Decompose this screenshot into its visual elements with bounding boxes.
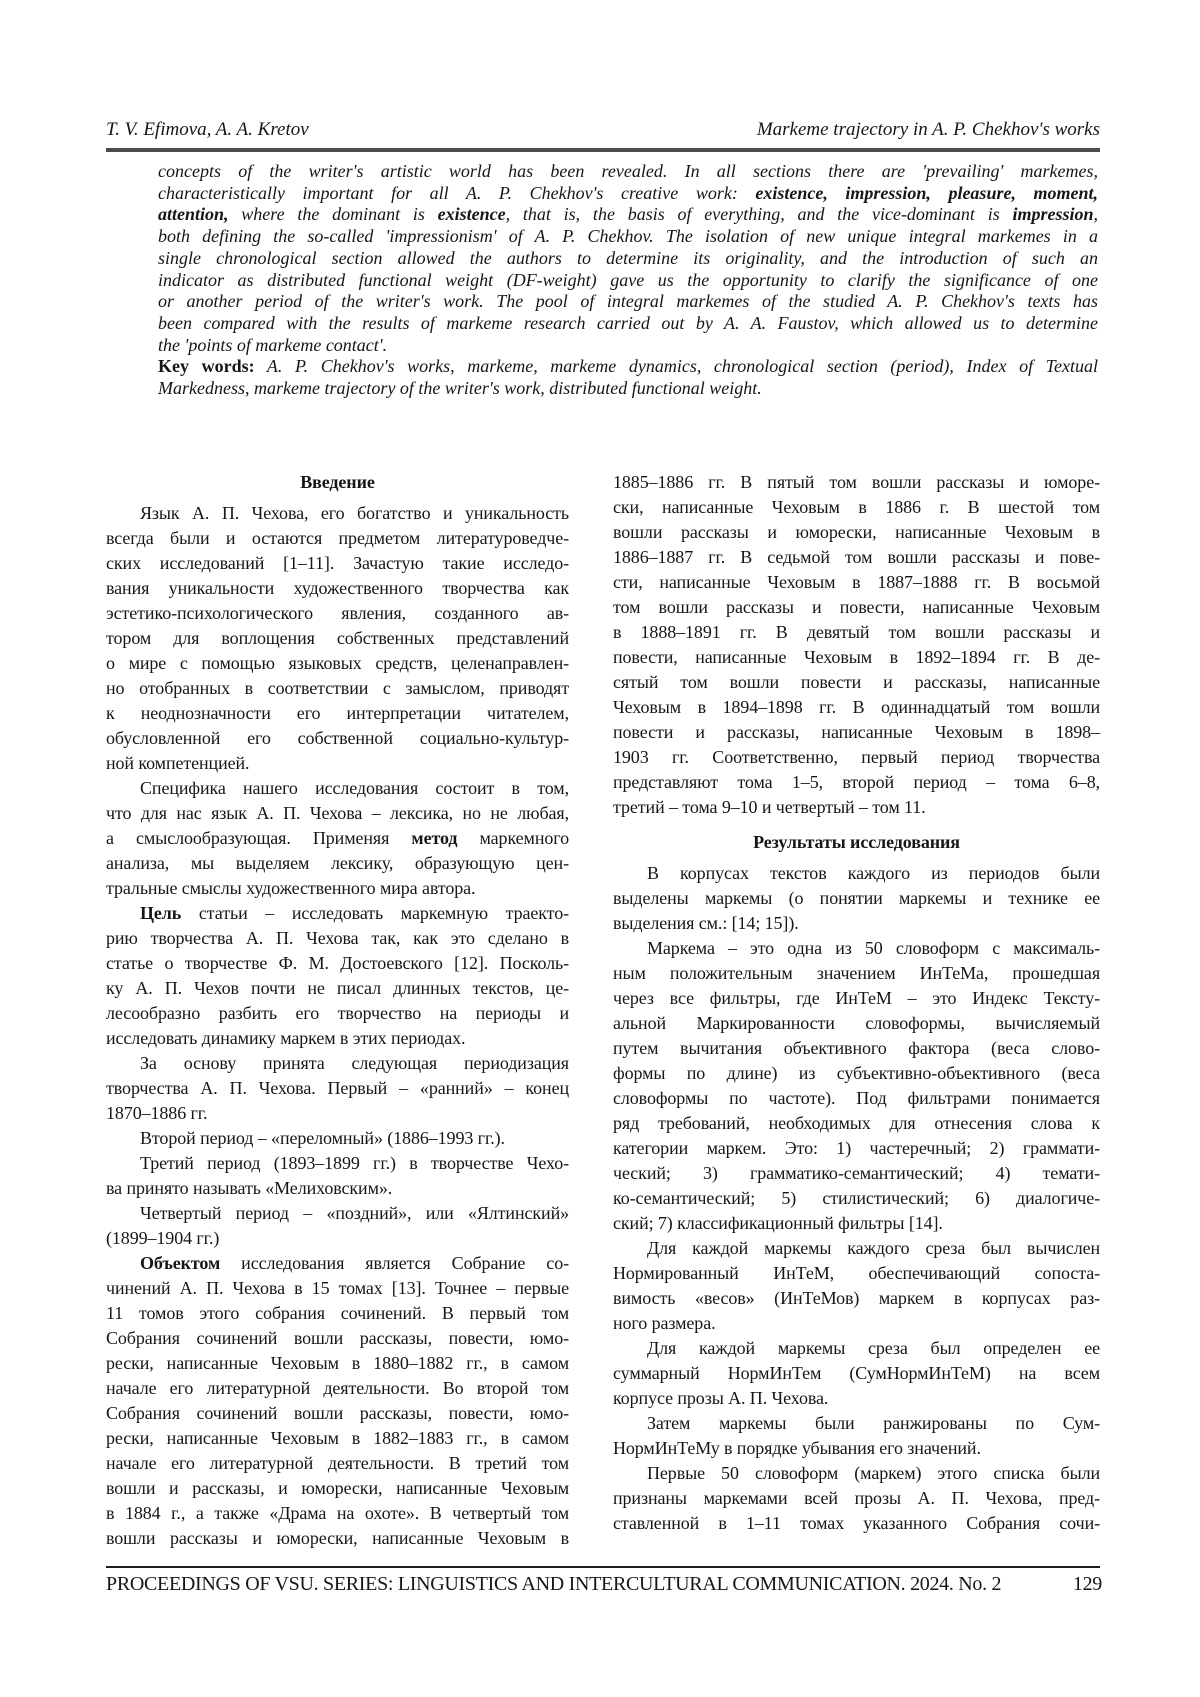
page-header [106,119,1100,141]
text-line: ряд требований, необходимых для отнесения слова к [613,1113,1100,1133]
text-line: вошли рассказы и юморески, написанные Чеховым в [613,522,1100,542]
header-rule [106,148,1100,152]
text-line: вимость «весов» (ИнТеМов) маркем в корпусах раз- [613,1288,1100,1308]
text-line: вания уникальности художественного творчества как [106,578,569,598]
text-line: Затем маркемы были ранжированы по Сум- [647,1413,1100,1433]
text-line: но отобранных в соответствии с замыслом, приводят [106,678,569,698]
text-line: or another period of the writer's work. The pool of integral markemes of the studied A. P. Chekhov's texts has [158,291,1098,312]
text-line: а смыслообразующая. Применяя метод маркемного [106,828,569,848]
footer-rule [106,1566,1100,1568]
text-line: путем вычитания объективного фактора (веса слово- [613,1038,1100,1058]
text-line: Второй период – «переломный» (1886–1993 гг.). [140,1128,505,1148]
text-line: Markedness, markeme trajectory of the writer's work, distributed functional weight. [158,378,762,399]
text-line: ным положительным значением ИнТеМа, прошедшая [613,963,1100,983]
text-line: чинений А. П. Чехова в 15 томах [13]. Точнее – первые [106,1278,569,1298]
text-line: Специфика нашего исследования состоит в том, [140,778,569,798]
text-line: Цель статьи – исследовать маркемную траекто- [140,903,569,923]
text-line: Маркема – это одна из 50 словоформ с максималь- [647,938,1100,958]
text-line: о мире с помощью языковых средств, целенаправлен- [106,653,569,673]
section-heading: Результаты исследования [753,832,960,852]
text-line: concepts of the writer's artistic world has been revealed. In all sections there are 'prevailing' markemes, [158,161,1098,181]
text-line: рески, написанные Чеховым в 1882–1883 гг., в самом [106,1428,569,1448]
text-line: Key words: A. P. Chekhov's works, markeme, markeme dynamics, chronological section (period), Index of Textual [158,356,1099,377]
column-right [613,470,1100,1551]
text-line: рески, написанные Чеховым в 1880–1882 гг., в самом [106,1353,569,1373]
text-line: через все фильтры, где ИнТеМ – это Индекс Тексту- [613,988,1100,1008]
text-line: Первые 50 словоформ (маркем) этого списка были [647,1463,1100,1483]
text-line: том вошли рассказы и повести, написанные Чеховым [613,597,1100,617]
text-line: лесообразно разбить его творчество на периоды и [106,1003,569,1023]
page-number: 129 [1072,1573,1102,1595]
text-line: рию творчества А. П. Чехова так, как это сделано в [106,928,569,948]
text-line: обусловленной его собственной социально-культур- [106,728,569,748]
text-line: characteristically important for all A. P. Chekhov's creative work: existence, impression, pleasure, moment, [158,182,1098,203]
text-line: тором для воплощения собственных представлений [106,628,569,648]
text-line: 11 томов этого собрания сочинений. В первый том [106,1303,569,1323]
text-line: 1903 гг. Соответственно, первый период творчества [613,747,1100,767]
text-line: Нормированный ИнТеМ, обеспечивающий сопоста- [613,1263,1100,1283]
text-line: 1885–1886 гг. В пятый том вошли рассказы и юморе- [613,472,1100,492]
text-line: ко-семантический; 5) стилистический; 6) диалогиче- [613,1188,1100,1208]
text-line: (1899–1904 гг.) [106,1228,220,1248]
text-line: both defining the so-called 'impressionism' of A. P. Chekhov. The isolation of new unique integral markemes in a [158,226,1098,247]
text-line: Третий период (1893–1899 гг.) в творчестве Чехо- [140,1153,569,1173]
text-line: повести, написанные Чеховым в 1892–1894 гг. В де- [613,647,1100,667]
text-line: в 1884 г., а также «Драма на охоте». В четвертый том [106,1503,569,1523]
column-left [106,470,569,1551]
text-line: НормИнТеМу в порядке убывания его значений. [613,1438,981,1458]
text-line: всегда были и остаются предметом литературоведче- [106,528,569,548]
text-line: the 'points of markeme contact'. [158,334,388,355]
text-line: статье о творчестве Ф. М. Достоевского [12]. Посколь- [106,953,569,973]
text-line: В корпусах текстов каждого из периодов были [647,863,1100,883]
text-line: выделены маркемы (о понятии маркемы и технике ее [613,888,1100,908]
text-line: альной Маркированности словоформы, вычисляемый [613,1013,1100,1033]
text-line: ставленной в 1–11 томах указанного Собрания сочи- [613,1513,1100,1533]
text-line: сятый том вошли повести и рассказы, написанные [613,672,1100,692]
text-line: Язык А. П. Чехова, его богатство и уникальность [140,503,569,523]
text-line: вошли и рассказы, и юморески, написанные Чеховым [106,1478,569,1498]
text-line: 1886–1887 гг. В седьмой том вошли рассказы и пове- [613,547,1100,567]
text-line: ческий; 3) грамматико-семантический; 4) темати- [613,1163,1100,1183]
journal-line: PROCEEDINGS OF VSU. SERIES: LINGUISTICS AND INTERCULTURAL COMMUNICATION. 2024. No. 2 [106,1573,1002,1595]
text-line: исследовать динамику маркем в этих периодах. [106,1028,466,1048]
text-line: тральные смыслы художественного мира автора. [106,878,476,898]
text-line: вошли рассказы и юморески, написанные Чеховым в [106,1528,569,1548]
text-line: суммарный НормИнТем (СумНормИнТеМ) на всем [613,1363,1100,1383]
text-line: повести и рассказы, написанные Чеховым в 1898– [613,722,1100,742]
text-line: формы по длине) из субъективно-объективного (веса [613,1063,1100,1083]
text-line: сти, написанные Чеховым в 1887–1888 гг. В восьмой [613,572,1100,592]
text-line: третий – тома 9–10 и четвертый – том 11. [613,797,926,817]
text-line: Собрания сочинений вошли рассказы, повести, юмо- [106,1403,569,1423]
text-line: к неоднозначности его интерпретации читателем, [106,703,569,723]
text-line: начале его литературной деятельности. В третий том [106,1453,569,1473]
text-line: Чеховым в 1894–1898 гг. В одиннадцатый том вошли [613,697,1100,717]
text-line: в 1888–1891 гг. В девятый том вошли рассказы и [613,622,1100,642]
text-line: Для каждой маркемы каждого среза был вычислен [647,1238,1100,1258]
running-title: Markeme trajectory in A. P. Chekhov's works [756,119,1100,140]
text-line: ной компетенцией. [106,753,250,773]
text-line: Собрания сочинений вошли рассказы, повести, юмо- [106,1328,569,1348]
text-line: attention, where the dominant is existence, that is, the basis of everything, and the vice-dominant is impression, [158,204,1098,225]
text-line: что для нас язык А. П. Чехова – лексика, но не любая, [106,803,569,823]
text-line: словоформы по частоте). Под фильтрами понимается [613,1088,1100,1108]
authors: T. V. Efimova, A. A. Kretov [106,119,309,140]
text-line: single chronological section allowed the authors to determine its originality, and the introduction of such an [158,247,1098,268]
text-line: категории маркем. Это: 1) частеречный; 2) граммати- [613,1138,1100,1158]
text-line: начале его литературной деятельности. Во второй том [106,1378,569,1398]
abstract-block [158,161,1098,400]
text-line: ски, написанные Чеховым в 1886 г. В шестой том [613,497,1100,517]
text-line: indicator as distributed functional weight (DF-weight) gave us the opportunity to clarify the significance of one [158,269,1098,290]
text-line: been compared with the results of markeme research carried out by A. A. Faustov, which allowed us to determine [158,312,1098,333]
text-line: ного размера. [613,1313,716,1333]
text-line: выделения см.: [14; 15]). [613,913,799,933]
text-line: Объектом исследования является Собрание со- [140,1253,569,1273]
text-line: Для каждой маркемы среза был определен ее [647,1338,1100,1358]
text-line: За основу принята следующая периодизация [140,1053,569,1073]
page-footer [106,1573,1102,1596]
text-line: анализа, мы выделяем лексику, образующую цен- [106,853,569,873]
text-line: 1870–1886 гг. [106,1103,208,1123]
text-line: ку А. П. Чехов почти не писал длинных текстов, це- [106,978,569,998]
text-line: ских исследований [1–11]. Зачастую такие исследо- [106,553,569,573]
two-column-body [106,470,1100,1551]
text-line: Четвертый период – «поздний», или «Ялтинский» [140,1203,569,1223]
text-line: ва принято называть «Мелиховским». [106,1178,393,1198]
text-line: ский; 7) классификационный фильтры [14]. [613,1213,943,1233]
text-line: эстетико-психологического явления, созданного ав- [106,603,569,623]
text-line: творчества А. П. Чехова. Первый – «ранний» – конец [106,1078,569,1098]
text-line: признаны маркемами всей прозы А. П. Чехова, пред- [613,1488,1100,1508]
text-line: представляют тома 1–5, второй период – тома 6–8, [613,772,1100,792]
section-heading: Введение [300,472,375,492]
text-line: корпусе прозы А. П. Чехова. [613,1388,829,1408]
